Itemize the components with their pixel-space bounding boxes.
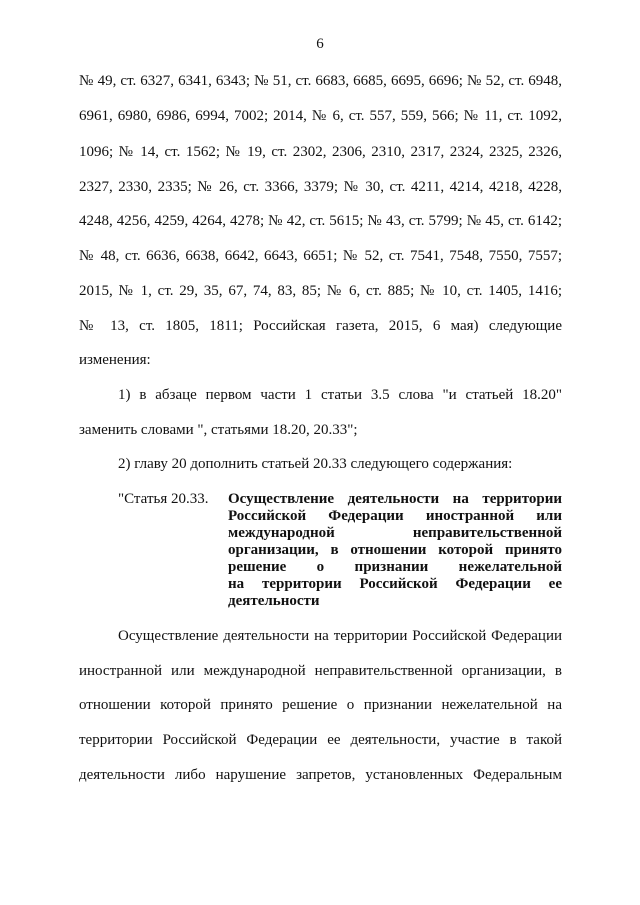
article-title-line: решение о признании нежелательной xyxy=(228,559,562,575)
text-line: 1096; № 14, ст. 1562; № 19, ст. 2302, 2306, 2310, 2317, 2324, 2325, 2326, xyxy=(79,144,562,160)
article-title-line: международной неправительственной xyxy=(228,525,562,541)
text-line: 2327, 2330, 2335; № 26, ст. 3366, 3379; № 30, ст. 4211, 4214, 4218, 4228, xyxy=(79,179,562,195)
text-line: Осуществление деятельности на территории Российской Федерации xyxy=(118,628,562,644)
text-line: изменения: xyxy=(79,352,151,368)
text-line: деятельности либо нарушение запретов, установленных Федеральным xyxy=(79,767,562,783)
text-line: 6961, 6980, 6986, 6994, 7002; 2014, № 6, ст. 557, 559, 566; № 11, ст. 1092, xyxy=(79,108,562,124)
text-line: 2015, № 1, ст. 29, 35, 67, 74, 83, 85; № 6, ст. 885; № 10, ст. 1405, 1416; xyxy=(79,283,562,299)
text-line: отношении которой принято решение о признании нежелательной на xyxy=(79,697,562,713)
article-label: "Статья 20.33. xyxy=(118,491,209,507)
text-line: 1) в абзаце первом части 1 статьи 3.5 слова "и статьей 18.20" xyxy=(118,387,562,403)
text-line: № 13, ст. 1805, 1811; Российская газета, 2015, 6 мая) следующие xyxy=(79,318,562,334)
text-line: № 49, ст. 6327, 6341, 6343; № 51, ст. 6683, 6685, 6695, 6696; № 52, ст. 6948, xyxy=(79,73,562,89)
article-title-line: организации, в отношении которой принято xyxy=(228,542,562,558)
text-line: территории Российской Федерации ее деятельности, участие в такой xyxy=(79,732,562,748)
text-line: иностранной или международной неправительственной организации, в xyxy=(79,663,562,679)
article-title-line: деятельности xyxy=(228,593,320,609)
text-line: заменить словами ", статьями 18.20, 20.33"; xyxy=(79,422,358,438)
text-line: 4248, 4256, 4259, 4264, 4278; № 42, ст. 5615; № 43, ст. 5799; № 45, ст. 6142; xyxy=(79,213,562,229)
text-line: № 48, ст. 6636, 6638, 6642, 6643, 6651; № 52, ст. 7541, 7548, 7550, 7557; xyxy=(79,248,562,264)
article-title-line: Российской Федерации иностранной или xyxy=(228,508,562,524)
text-line: 2) главу 20 дополнить статьей 20.33 следующего содержания: xyxy=(118,456,513,472)
page-number: 6 xyxy=(316,36,324,52)
article-title-line: на территории Российской Федерации ее xyxy=(228,576,562,592)
article-title-line: Осуществление деятельности на территории xyxy=(228,491,562,507)
